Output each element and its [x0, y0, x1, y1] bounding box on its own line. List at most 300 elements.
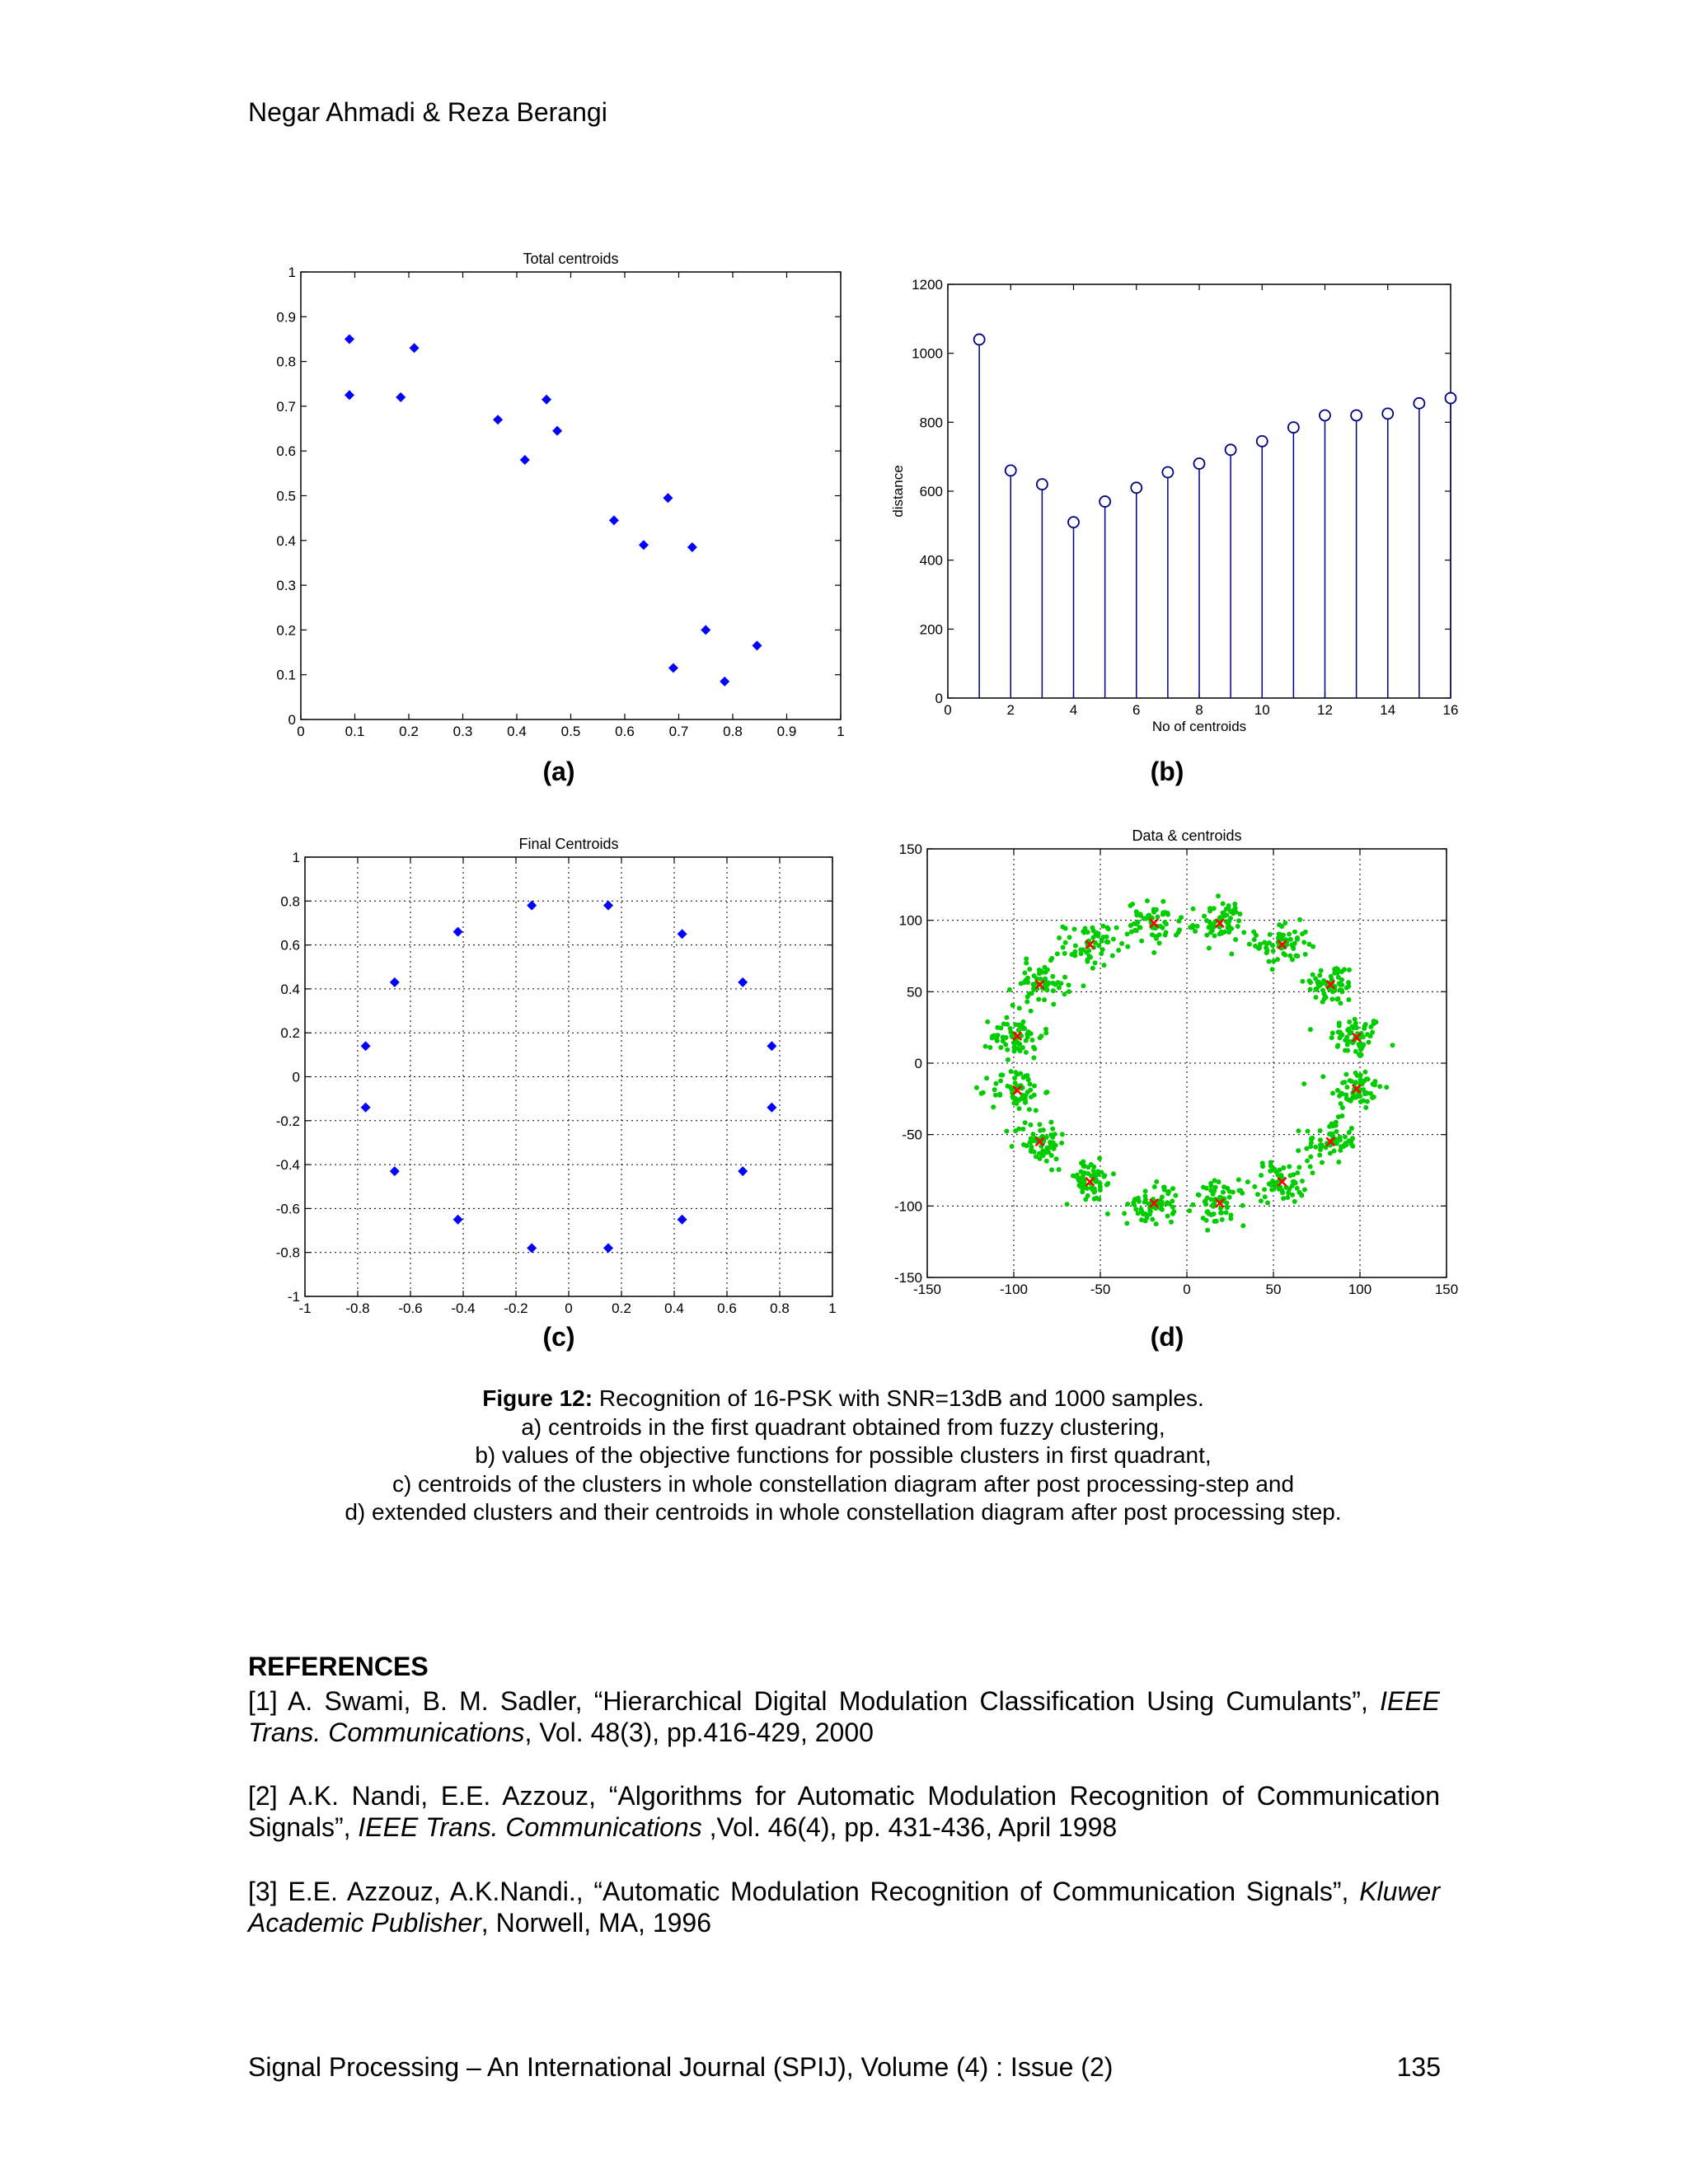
data-sample-point [1296, 1128, 1301, 1133]
data-sample-point [1154, 936, 1159, 941]
stem-marker [1006, 465, 1016, 476]
data-sample-point [1028, 1122, 1033, 1127]
data-sample-point [1050, 1127, 1055, 1132]
figure-caption [247, 1385, 1439, 1527]
data-sample-point [1012, 1076, 1017, 1080]
data-sample-point [1303, 952, 1308, 957]
y-tick-label: 0.4 [276, 532, 296, 549]
data-sample-point [1057, 1167, 1062, 1172]
data-sample-point [1229, 1212, 1234, 1217]
data-sample-point [974, 1085, 979, 1090]
data-sample-point [1204, 1186, 1209, 1191]
x-tick-label: 0.9 [776, 724, 797, 739]
chart-distance-stem [865, 268, 1467, 750]
data-sample-point [1207, 945, 1212, 950]
data-sample-point [1048, 1140, 1053, 1145]
data-sample-point [1079, 1160, 1084, 1165]
data-sample-point [1038, 977, 1043, 982]
stem-marker [1414, 398, 1424, 409]
data-sample-point [1067, 989, 1071, 994]
data-sample-point [1061, 945, 1066, 950]
data-sample-point [1287, 1165, 1292, 1169]
data-sample-point [1270, 943, 1275, 948]
data-sample-point [1097, 1155, 1102, 1160]
y-axis-label: distance [890, 465, 906, 518]
reference-3-journal: Kluwer Academic Publisher [248, 1877, 1440, 1938]
x-tick-label: -0.2 [504, 1301, 528, 1315]
x-tick-label: 0 [297, 724, 305, 739]
data-sample-point [1362, 1070, 1367, 1075]
data-sample-point [1091, 1165, 1096, 1169]
data-sample-point [1166, 1189, 1171, 1194]
data-sample-point [1308, 1155, 1313, 1160]
data-sample-point [1014, 1096, 1019, 1101]
data-sample-point [1216, 893, 1221, 898]
data-sample-point [1154, 1179, 1159, 1184]
x-tick-label: 0.6 [717, 1301, 737, 1315]
data-sample-point [1320, 1074, 1325, 1079]
x-tick-label: 8 [1195, 702, 1203, 718]
data-sample-point [1100, 935, 1105, 940]
data-sample-point [1143, 1188, 1148, 1193]
caption-line-3: b) values of the objective functions for possible clusters in first quadrant, [475, 1442, 1212, 1468]
data-sample-point [1060, 1132, 1065, 1137]
data-sample-point [1336, 975, 1341, 980]
figure-a [264, 235, 857, 750]
x-tick-label: 0.8 [723, 724, 743, 739]
data-sample-point [1081, 983, 1085, 988]
data-sample-point [1080, 1189, 1085, 1194]
data-sample-point [1013, 1070, 1018, 1075]
data-sample-point [1310, 1136, 1315, 1141]
data-sample-point [1029, 1009, 1034, 1014]
data-sample-point [1170, 1186, 1175, 1191]
y-tick-label: 0.8 [280, 893, 300, 910]
data-sample-point [1354, 1025, 1359, 1030]
data-sample-point [1104, 940, 1109, 944]
data-sample-point [1024, 1050, 1029, 1055]
data-sample-point [1282, 921, 1287, 926]
data-sample-point [1110, 954, 1115, 958]
data-sample-point [1129, 930, 1134, 935]
data-sample-point [1163, 932, 1168, 937]
y-tick-label: 600 [919, 484, 943, 499]
data-sample-point [998, 1025, 1003, 1030]
data-sample-point [1137, 925, 1142, 930]
data-sample-point [1346, 980, 1351, 985]
data-sample-point [1357, 1053, 1362, 1058]
data-sample-point [1093, 1179, 1098, 1184]
data-sample-point [1088, 954, 1093, 959]
data-sample-point [1300, 931, 1305, 936]
data-sample-point [1296, 1190, 1301, 1195]
data-sample-point [1292, 1199, 1297, 1204]
data-sample-point [1338, 1001, 1343, 1005]
data-sample-point [1267, 959, 1272, 964]
subfigure-label-d: (d) [1150, 1322, 1184, 1352]
stem-marker [1194, 458, 1205, 469]
data-sample-point [1049, 1153, 1054, 1158]
y-tick-label: 0.8 [276, 354, 296, 370]
data-sample-point [1337, 1020, 1342, 1025]
data-sample-point [1287, 931, 1292, 936]
data-sample-point [1005, 1047, 1010, 1052]
subfigure-label-a: (a) [542, 757, 575, 786]
data-sample-point [1272, 1167, 1277, 1172]
data-sample-point [1081, 929, 1085, 934]
data-sample-point [1208, 1181, 1213, 1186]
data-sample-point [1265, 948, 1270, 953]
data-sample-point [1119, 941, 1124, 946]
plot-area [301, 272, 841, 719]
figure-d [865, 820, 1467, 1315]
x-tick-label: 150 [1434, 1282, 1459, 1297]
data-sample-point [1187, 1208, 1192, 1213]
data-sample-point [1342, 1080, 1347, 1085]
chart-title: Data & centroids [1132, 827, 1242, 844]
data-sample-point [1320, 1160, 1325, 1165]
data-sample-point [1139, 1217, 1144, 1222]
data-sample-point [1359, 1046, 1364, 1051]
data-sample-point [1044, 987, 1049, 992]
data-sample-point [1093, 960, 1098, 965]
stem-marker [1068, 517, 1079, 527]
data-sample-point [1335, 1088, 1340, 1093]
data-sample-point [1353, 1071, 1358, 1076]
data-sample-point [1358, 1099, 1363, 1104]
data-sample-point [1063, 926, 1068, 931]
data-sample-point [1368, 1033, 1373, 1038]
y-tick-label: -0.2 [275, 1113, 300, 1129]
data-sample-point [1229, 952, 1234, 957]
reference-3-details: , Norwell, MA, 1996 [481, 1908, 712, 1938]
data-sample-point [1271, 949, 1276, 954]
data-sample-point [1313, 1145, 1318, 1150]
data-sample-point [1339, 982, 1344, 987]
data-sample-point [1063, 940, 1068, 945]
data-sample-point [1170, 1198, 1175, 1203]
data-sample-point [1367, 1040, 1372, 1045]
chart-total-centroids [264, 235, 857, 750]
data-sample-point [1048, 1145, 1053, 1150]
data-sample-point [1022, 1026, 1027, 1031]
data-sample-point [1363, 1105, 1368, 1110]
data-sample-point [1210, 925, 1215, 930]
data-sample-point [1028, 1088, 1033, 1093]
reference-1-text: [1] A. Swami, B. M. Sadler, “Hierarchical Digital Modulation Classification Using Cumulants”, [248, 1686, 1381, 1716]
y-tick-label: 1200 [912, 277, 943, 293]
x-tick-label: 1 [837, 724, 845, 739]
x-tick-label: 0.6 [615, 724, 635, 739]
data-sample-point [1032, 1084, 1037, 1089]
data-sample-point [992, 1033, 996, 1038]
caption-text-1: Recognition of 16-PSK with SNR=13dB and 1000 samples. [593, 1385, 1204, 1411]
data-sample-point [1308, 1027, 1313, 1032]
data-sample-point [1015, 1046, 1020, 1051]
data-sample-point [1173, 1193, 1178, 1197]
data-sample-point [1027, 967, 1032, 972]
data-sample-point [1045, 968, 1050, 972]
chart-data-and-centroids [865, 820, 1467, 1315]
data-sample-point [1136, 1196, 1141, 1201]
caption-line-4: c) centroids of the clusters in whole constellation diagram after post processing-step and [392, 1470, 1295, 1497]
data-sample-point [1048, 1120, 1053, 1125]
x-tick-label: 0.2 [612, 1301, 631, 1315]
data-sample-point [992, 1087, 997, 1092]
data-sample-point [1368, 1091, 1373, 1096]
data-sample-point [1165, 912, 1170, 917]
data-sample-point [1190, 923, 1195, 928]
data-sample-point [1202, 914, 1207, 919]
data-sample-point [1329, 996, 1334, 1001]
data-sample-point [1150, 1217, 1155, 1222]
data-sample-point [1105, 1212, 1110, 1216]
y-tick-label: -0.4 [275, 1157, 300, 1174]
data-sample-point [1269, 1188, 1274, 1193]
x-tick-label: 0.2 [399, 724, 419, 739]
data-sample-point [1349, 1138, 1354, 1143]
y-tick-label: 800 [919, 415, 943, 431]
reference-2-text: [2] A.K. Nandi, E.E. Azzouz, “Algorithms for Automatic Modulation Recognition of Communication Signals”, [248, 1781, 1440, 1842]
data-sample-point [1099, 951, 1104, 956]
data-sample-point [1262, 1187, 1267, 1192]
data-sample-point [1290, 957, 1295, 962]
reference-1-details: , Vol. 48(3), pp.416-429, 2000 [524, 1718, 874, 1747]
y-tick-label: 0.4 [280, 981, 300, 997]
data-sample-point [1334, 1129, 1339, 1134]
data-sample-point [1319, 982, 1324, 987]
data-sample-point [1029, 1038, 1034, 1043]
reference-3-text: [3] E.E. Azzouz, A.K.Nandi., “Automatic Modulation Recognition of Communication Signals”, [248, 1877, 1360, 1906]
data-sample-point [993, 1081, 998, 1086]
data-sample-point [1134, 912, 1139, 917]
data-sample-point [1343, 1092, 1348, 1097]
x-tick-label: 0 [565, 1301, 573, 1315]
data-sample-point [1105, 926, 1110, 930]
data-sample-point [1296, 1165, 1301, 1169]
data-sample-point [1268, 1183, 1273, 1188]
data-sample-point [1280, 1190, 1285, 1195]
x-tick-label: 0.4 [664, 1301, 684, 1315]
data-sample-point [1353, 1080, 1358, 1085]
data-sample-point [1014, 1101, 1019, 1106]
data-sample-point [1268, 932, 1273, 937]
y-tick-label: 1000 [912, 345, 943, 362]
data-sample-point [1211, 1192, 1216, 1197]
data-sample-point [1328, 1151, 1333, 1155]
data-sample-point [1259, 1198, 1264, 1203]
data-sample-point [1343, 1135, 1348, 1140]
data-sample-point [1190, 1202, 1195, 1207]
data-sample-point [1232, 902, 1237, 907]
data-sample-point [1281, 1196, 1286, 1201]
data-sample-point [1043, 1030, 1048, 1035]
y-tick-label: -150 [893, 1270, 922, 1286]
data-sample-point [1101, 963, 1106, 968]
data-sample-point [1079, 951, 1084, 956]
y-tick-label: 0.6 [276, 443, 296, 460]
y-tick-label: -50 [902, 1127, 922, 1143]
data-sample-point [1255, 1192, 1260, 1197]
caption-line-2: a) centroids in the first quadrant obtained from fuzzy clustering, [521, 1413, 1165, 1440]
data-sample-point [1101, 1174, 1106, 1179]
data-sample-point [1067, 982, 1071, 987]
caption-line-5: d) extended clusters and their centroids in whole constellation diagram after post processing step. [345, 1499, 1342, 1525]
y-tick-label: 0 [288, 712, 296, 728]
y-tick-label: 0.2 [276, 622, 296, 639]
y-tick-label: 0 [292, 1069, 300, 1085]
data-sample-point [1268, 1160, 1273, 1165]
stem-marker [1131, 482, 1142, 493]
data-sample-point [1160, 1207, 1165, 1212]
data-sample-point [1344, 1085, 1349, 1090]
data-sample-point [993, 1093, 998, 1098]
data-sample-point [1031, 1045, 1036, 1050]
data-sample-point [1286, 1190, 1291, 1195]
data-sample-point [1228, 916, 1233, 921]
x-tick-label: 100 [1348, 1282, 1372, 1297]
reference-1-journal: IEEE Trans. Communications [248, 1686, 1440, 1747]
data-sample-point [1362, 1026, 1367, 1031]
data-sample-point [1005, 1022, 1010, 1027]
data-sample-point [985, 1019, 990, 1024]
data-sample-point [1010, 1144, 1015, 1149]
data-sample-point [1132, 921, 1137, 926]
data-sample-point [1271, 958, 1276, 963]
reference-3 [248, 1876, 1440, 1938]
data-sample-point [1302, 1187, 1307, 1192]
data-sample-point [1318, 1137, 1323, 1142]
data-sample-point [1058, 981, 1063, 986]
data-sample-point [1265, 1200, 1270, 1205]
data-sample-point [1165, 1200, 1170, 1205]
y-tick-label: 0.3 [276, 578, 296, 594]
data-sample-point [1025, 976, 1030, 981]
data-sample-point [1028, 1081, 1033, 1086]
data-sample-point [1092, 1197, 1097, 1202]
caption-line-1 [247, 1385, 1439, 1413]
data-sample-point [1105, 1181, 1110, 1186]
data-sample-point [1306, 942, 1311, 947]
data-sample-point [1313, 987, 1318, 991]
data-sample-point [1049, 956, 1054, 961]
data-sample-point [1311, 972, 1315, 977]
data-sample-point [1071, 926, 1076, 931]
data-sample-point [1146, 913, 1151, 918]
x-tick-label: -0.4 [451, 1301, 476, 1315]
data-sample-point [1037, 968, 1042, 972]
data-sample-point [1317, 972, 1322, 977]
stem-marker [974, 334, 985, 344]
data-sample-point [1151, 910, 1156, 915]
data-sample-point [1004, 1129, 1009, 1134]
x-tick-label: -100 [999, 1282, 1029, 1297]
data-sample-point [1335, 1043, 1340, 1048]
data-sample-point [1143, 1197, 1148, 1202]
data-sample-point [1169, 1220, 1174, 1225]
data-sample-point [1122, 1211, 1127, 1216]
data-sample-point [1071, 1174, 1076, 1179]
data-sample-point [1051, 988, 1056, 993]
data-sample-point [983, 1044, 988, 1049]
data-sample-point [1029, 1094, 1034, 1099]
data-sample-point [1150, 932, 1155, 937]
data-sample-point [1226, 923, 1231, 928]
data-sample-point [1010, 1003, 1015, 1008]
data-sample-point [1179, 915, 1184, 920]
data-sample-point [1295, 1170, 1300, 1175]
data-sample-point [1353, 1017, 1357, 1022]
data-sample-point [1346, 1039, 1351, 1044]
data-sample-point [1067, 935, 1072, 940]
data-sample-point [1013, 1128, 1018, 1133]
data-sample-point [1204, 918, 1209, 923]
y-tick-label: -1 [287, 1289, 300, 1305]
data-sample-point [1205, 1209, 1210, 1214]
stem-marker [1100, 496, 1110, 507]
data-sample-point [1339, 1144, 1343, 1149]
stem-marker [1162, 466, 1173, 477]
data-sample-point [1374, 1019, 1379, 1024]
chart-title: Total centroids [523, 251, 619, 267]
data-sample-point [1209, 1197, 1214, 1202]
data-sample-point [1240, 1223, 1245, 1228]
data-sample-point [1211, 1202, 1216, 1207]
data-sample-point [1225, 1205, 1230, 1210]
data-sample-point [1054, 1156, 1059, 1161]
data-sample-point [1004, 1015, 1009, 1020]
data-sample-point [999, 1072, 1004, 1077]
y-tick-label: 0.5 [276, 488, 296, 504]
reference-2-details: ,Vol. 46(4), pp. 431-436, April 1998 [701, 1812, 1118, 1842]
data-sample-point [1240, 1203, 1245, 1208]
data-sample-point [1241, 930, 1246, 935]
data-sample-point [1339, 989, 1344, 994]
data-sample-point [1311, 1170, 1315, 1175]
data-sample-point [1336, 1114, 1341, 1119]
data-sample-point [1225, 1186, 1230, 1191]
data-sample-point [1128, 903, 1132, 908]
data-sample-point [1165, 1214, 1170, 1219]
data-sample-point [1043, 1151, 1048, 1155]
data-sample-point [1208, 930, 1213, 935]
data-sample-point [1140, 1209, 1145, 1214]
data-sample-point [1256, 945, 1261, 950]
data-sample-point [1116, 948, 1121, 953]
data-sample-point [1024, 956, 1029, 961]
data-sample-point [1039, 1033, 1043, 1038]
data-sample-point [1145, 898, 1150, 903]
reference-2 [248, 1780, 1440, 1843]
data-sample-point [1240, 1191, 1245, 1196]
data-sample-point [1345, 1048, 1350, 1053]
data-sample-point [1219, 1211, 1224, 1216]
data-sample-point [1347, 1019, 1352, 1024]
stem-marker [1037, 479, 1048, 490]
y-tick-label: -0.6 [275, 1201, 300, 1217]
data-sample-point [1204, 1218, 1209, 1223]
stem-marker [1320, 410, 1330, 420]
data-sample-point [1031, 1055, 1036, 1060]
data-sample-point [1259, 1173, 1264, 1178]
y-tick-label: 100 [898, 912, 922, 929]
data-sample-point [1339, 1033, 1344, 1038]
data-sample-point [1340, 1105, 1345, 1110]
data-sample-point [1091, 928, 1096, 933]
x-tick-label: -50 [1090, 1282, 1111, 1297]
data-sample-point [1372, 1082, 1377, 1087]
x-tick-label: -0.6 [398, 1301, 423, 1315]
